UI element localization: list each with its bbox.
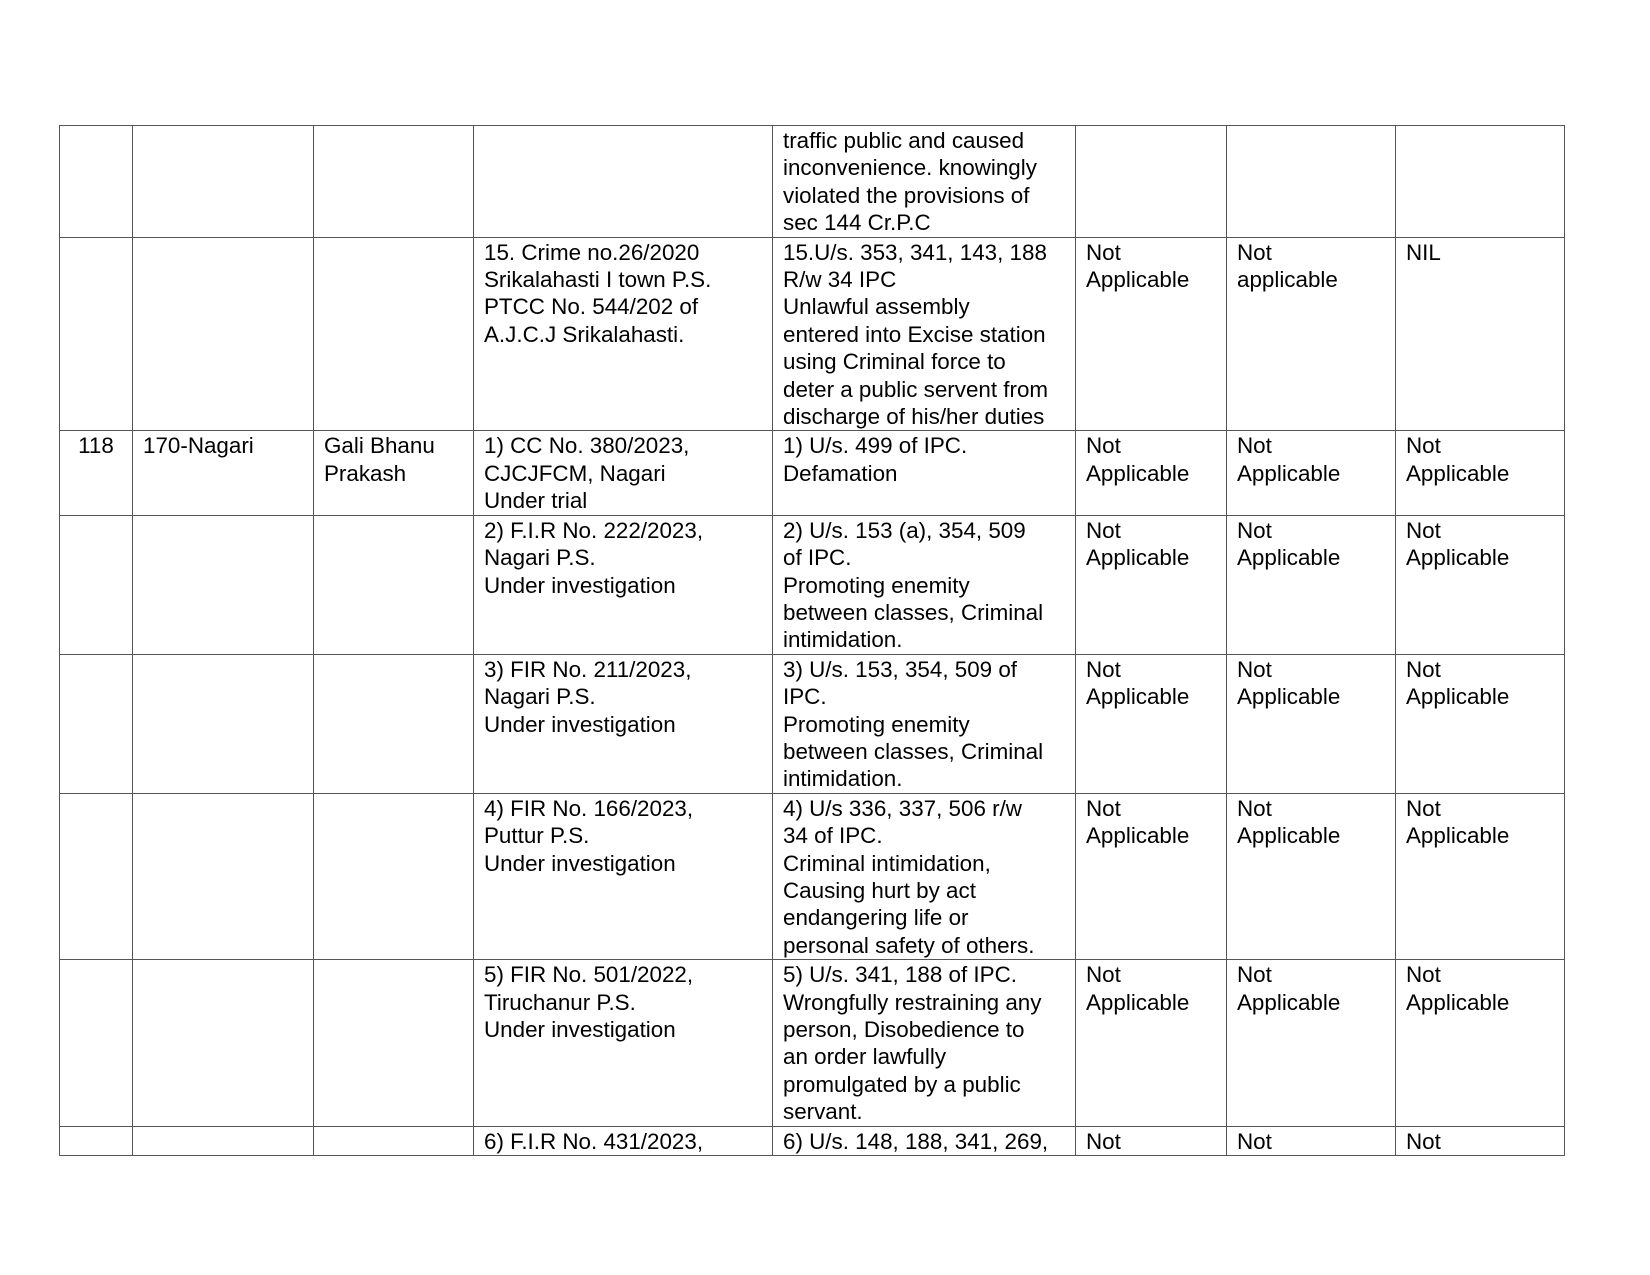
- column-6-cell: Not Applicable: [1076, 793, 1227, 959]
- column-7-cell: Not Applicable: [1227, 793, 1396, 959]
- table-row: [60, 431, 1565, 515]
- column-7-cell: Not applicable: [1227, 237, 1396, 431]
- column-8-cell: Not Applicable: [1396, 431, 1565, 515]
- sections-cell: 1) U/s. 499 of IPC. Defamation: [773, 431, 1076, 515]
- column-6-cell: Not Applicable: [1076, 237, 1227, 431]
- candidate-name-cell: [314, 237, 474, 431]
- table-row: [60, 126, 1565, 238]
- column-6-cell: Not Applicable: [1076, 431, 1227, 515]
- column-8-cell: Not Applicable: [1396, 960, 1565, 1126]
- column-7-cell: Not Applicable: [1227, 515, 1396, 654]
- case-details-cell: 3) FIR No. 211/2023, Nagari P.S. Under investigation: [474, 654, 773, 793]
- case-details-cell: 6) F.I.R No. 431/2023,: [474, 1126, 773, 1155]
- column-7-cell: Not Applicable: [1227, 960, 1396, 1126]
- constituency-cell: [133, 654, 314, 793]
- column-8-cell: Not Applicable: [1396, 654, 1565, 793]
- column-6-cell: [1076, 126, 1227, 238]
- serial-number-cell: [60, 960, 133, 1126]
- column-8-cell: [1396, 126, 1565, 238]
- table-row: [60, 960, 1565, 1126]
- column-7-cell: Not: [1227, 1126, 1396, 1155]
- constituency-cell: [133, 960, 314, 1126]
- column-7-cell: Not Applicable: [1227, 431, 1396, 515]
- column-6-cell: Not: [1076, 1126, 1227, 1155]
- column-8-cell: Not Applicable: [1396, 515, 1565, 654]
- constituency-cell: [133, 237, 314, 431]
- table-row: [60, 654, 1565, 793]
- constituency-cell: 170-Nagari: [133, 431, 314, 515]
- column-8-cell: Not: [1396, 1126, 1565, 1155]
- case-details-cell: 4) FIR No. 166/2023, Puttur P.S. Under investigation: [474, 793, 773, 959]
- candidate-name-cell: [314, 960, 474, 1126]
- constituency-cell: [133, 793, 314, 959]
- candidate-name-cell: [314, 515, 474, 654]
- table-row: [60, 793, 1565, 959]
- sections-cell: 2) U/s. 153 (a), 354, 509 of IPC. Promoting enemity between classes, Criminal intimidation.: [773, 515, 1076, 654]
- case-details-cell: [474, 126, 773, 238]
- serial-number-cell: [60, 126, 133, 238]
- table-row: [60, 515, 1565, 654]
- sections-cell: 15.U/s. 353, 341, 143, 188 R/w 34 IPC Unlawful assembly entered into Excise station using Criminal force to deter a public servent from discharge of his/her duties: [773, 237, 1076, 431]
- constituency-cell: [133, 1126, 314, 1155]
- serial-number-cell: [60, 237, 133, 431]
- candidate-name-cell: [314, 793, 474, 959]
- candidate-name-cell: [314, 1126, 474, 1155]
- sections-cell: 5) U/s. 341, 188 of IPC. Wrongfully restraining any person, Disobedience to an order lawfully promulgated by a public servant.: [773, 960, 1076, 1126]
- column-7-cell: Not Applicable: [1227, 654, 1396, 793]
- sections-cell: 6) U/s. 148, 188, 341, 269,: [773, 1126, 1076, 1155]
- case-details-cell: 2) F.I.R No. 222/2023, Nagari P.S. Under investigation: [474, 515, 773, 654]
- serial-number-cell: [60, 654, 133, 793]
- sections-cell: traffic public and caused inconvenience. knowingly violated the provisions of sec 144 Cr.P.C: [773, 126, 1076, 238]
- case-details-cell: 15. Crime no.26/2020 Srikalahasti I town P.S. PTCC No. 544/202 of A.J.C.J Srikalahasti.: [474, 237, 773, 431]
- candidate-name-cell: [314, 654, 474, 793]
- sections-cell: 4) U/s 336, 337, 506 r/w 34 of IPC. Criminal intimidation, Causing hurt by act endangering life or personal safety of others.: [773, 793, 1076, 959]
- candidate-name-cell: Gali Bhanu Prakash: [314, 431, 474, 515]
- sections-cell: 3) U/s. 153, 354, 509 of IPC. Promoting enemity between classes, Criminal intimidation.: [773, 654, 1076, 793]
- candidate-name-cell: [314, 126, 474, 238]
- column-6-cell: Not Applicable: [1076, 654, 1227, 793]
- constituency-cell: [133, 126, 314, 238]
- column-8-cell: Not Applicable: [1396, 793, 1565, 959]
- column-6-cell: Not Applicable: [1076, 960, 1227, 1126]
- constituency-cell: [133, 515, 314, 654]
- criminal-cases-table: [59, 125, 1565, 1156]
- serial-number-cell: [60, 515, 133, 654]
- case-details-cell: 5) FIR No. 501/2022, Tiruchanur P.S. Under investigation: [474, 960, 773, 1126]
- case-details-cell: 1) CC No. 380/2023, CJCJFCM, Nagari Under trial: [474, 431, 773, 515]
- serial-number-cell: [60, 793, 133, 959]
- column-7-cell: [1227, 126, 1396, 238]
- column-6-cell: Not Applicable: [1076, 515, 1227, 654]
- serial-number-cell: [60, 1126, 133, 1155]
- serial-number-cell: 118: [60, 431, 133, 515]
- table-row: [60, 1126, 1565, 1155]
- table-row: [60, 237, 1565, 431]
- column-8-cell: NIL: [1396, 237, 1565, 431]
